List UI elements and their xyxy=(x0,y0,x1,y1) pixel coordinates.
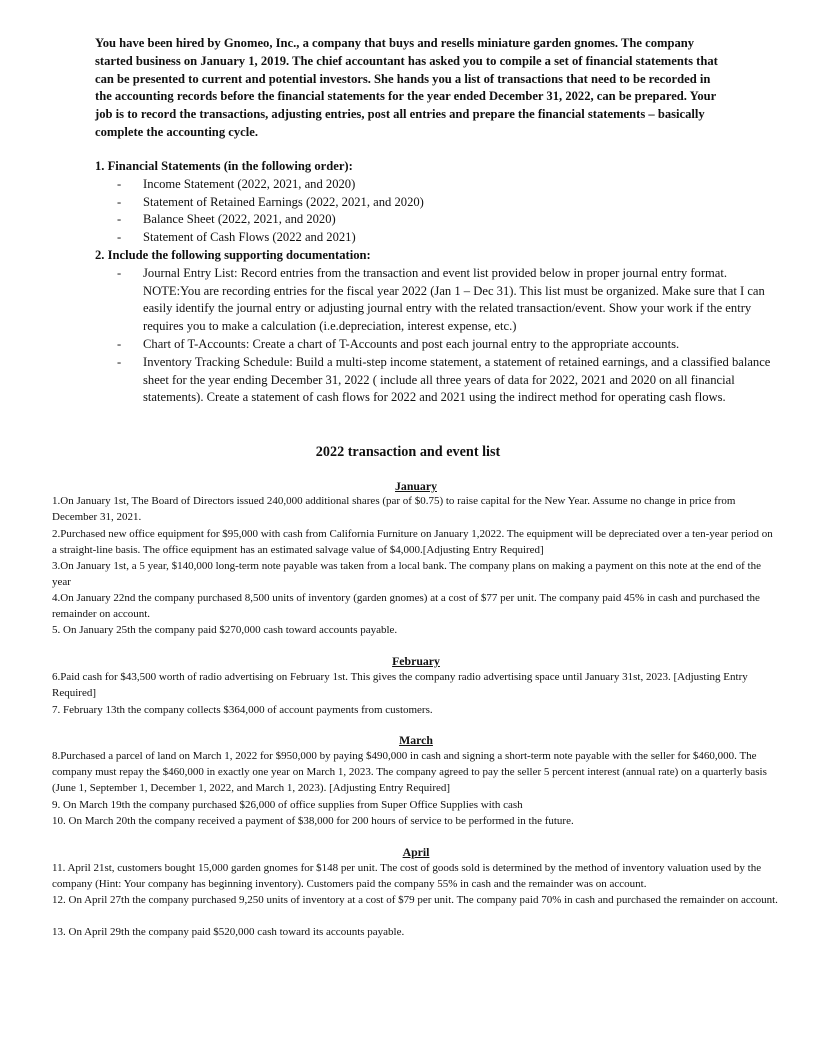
bullet-dash: - xyxy=(117,230,122,245)
list-item-text: Balance Sheet (2022, 2021, and 2020) xyxy=(143,212,336,227)
section-title: 2022 transaction and event list xyxy=(315,444,501,460)
intro-paragraph: You have been hired by Gnomeo, Inc., a company that buys and resells miniature garden gnomes. The company started business on January 1, 2019. The chief accountant has asked you to compile a set of financial statements that can be presented to current and potential investors. She hands you a list of transactions that need to be recorded in the accounting records before the financial statements for the year ended December 31, 2022, can be prepared. Your job is to record the transactions, adjusting entries, post all entries and prepare the financial statements – basically complete the accounting cycle. xyxy=(95,36,718,139)
month-heading-january: January xyxy=(395,479,437,493)
list-item-text: Statement of Retained Earnings (2022, 2021, and 2020) xyxy=(143,194,424,209)
list-item-text: Income Statement (2022, 2021, and 2020) xyxy=(143,176,356,191)
transaction-item: 8.Purchased a parcel of land on March 1, 2022 for $950,000 by paying $490,000 in cash and signing a short-term note payable with the seller for $460,000. The company must repay the $460,000 in exactly one year on March 1, 2023. The company agreed to pay the seller 5 percent interest (annual rate) on a quarterly basis (June 1, September 1, December 1, 2022, and March 1, 2023). [Adjusting Entry Required] xyxy=(52,750,767,794)
transaction-item: 13. On April 29th the company paid $520,000 cash toward its accounts payable. xyxy=(52,926,405,938)
month-heading-february: February xyxy=(392,654,440,668)
bullet-dash: - xyxy=(117,354,122,369)
transaction-item: 12. On April 27th the company purchased 9,250 units of inventory at a cost of $79 per unit. The company paid 70% in cash and purchased the remainder on account. xyxy=(52,894,778,906)
transaction-item: 9. On March 19th the company purchased $26,000 of office supplies from Super Office Supplies with cash xyxy=(52,799,523,811)
list-item-text: Statement of Cash Flows (2022 and 2021) xyxy=(143,230,356,245)
transaction-item: 4.On January 22nd the company purchased 8,500 units of inventory (garden gnomes) at a cost of $77 per unit. The company paid 45% in cash and purchased the remainder on account. xyxy=(52,592,760,620)
requirement-heading-documentation: 2. Include the following supporting documentation: xyxy=(95,247,371,262)
list-item-text: Journal Entry List: Record entries from the transaction and event list provided below in proper journal entry format. NOTE:You are recording entries for the fiscal year 2022 (Jan 1 – Dec 31). This list must be organized. Make sure that I can easily identify the journal entry or adjusting journal entry with the related transaction/event. Show your work if the entry requires you to make a calculation (i.e.depreciation, interest expense, etc.) xyxy=(143,265,765,334)
month-heading-march: March xyxy=(399,733,433,747)
transaction-item: 1.On January 1st, The Board of Directors issued 240,000 additional shares (par of $0.75) to raise capital for the New Year. Assume no change in price from December 31, 2021. xyxy=(52,495,736,523)
bullet-dash: - xyxy=(117,212,122,227)
bullet-dash: - xyxy=(117,176,122,191)
list-item-text: Chart of T-Accounts: Create a chart of T-Accounts and post each journal entry to the appropriate accounts. xyxy=(143,336,680,351)
list-item xyxy=(95,354,785,407)
month-heading-april: April xyxy=(402,845,430,859)
transaction-item: 10. On March 20th the company received a payment of $38,000 for 200 hours of service to be performed in the future. xyxy=(52,815,574,827)
list-item xyxy=(95,229,785,247)
list-item-text: Inventory Tracking Schedule: Build a multi-step income statement, a statement of retained earnings, and a classified balance sheet for the year ending December 31, 2022 ( include all three years of data for 2022, 2021 and 2020 on all financial statements). Create a statement of cash flows for 2022 and 2021 using the indirect method for operating cash flows. xyxy=(143,354,771,405)
transaction-item: 2.Purchased new office equipment for $95,000 with cash from California Furniture on January 1,2022. The equipment will be depreciated over a ten-year period on a straight-line basis. The office equipment has an estimated salvage value of $4,000.[Adjusting Entry Required] xyxy=(52,528,773,556)
bullet-dash: - xyxy=(117,194,122,209)
transaction-item: 5. On January 25th the company paid $270,000 cash toward accounts payable. xyxy=(52,624,398,636)
bullet-dash: - xyxy=(117,265,122,280)
list-item xyxy=(95,211,785,229)
list-item xyxy=(95,265,785,336)
transaction-item: 6.Paid cash for $43,500 worth of radio advertising on February 1st. This gives the company radio advertising space until January 31st, 2023. [Adjusting Entry Required] xyxy=(52,671,748,699)
transaction-item: 11. April 21st, customers bought 15,000 garden gnomes for $148 per unit. The cost of goods sold is determined by the method of inventory valuation used by the company (Hint: Your company has beginning inventory). Customers paid the company 55% in cash and the remainder was on account. xyxy=(52,862,762,890)
list-item xyxy=(95,194,785,212)
transaction-item: 7. February 13th the company collects $364,000 of account payments from customers. xyxy=(52,704,433,716)
bullet-dash: - xyxy=(117,336,122,351)
list-item xyxy=(95,176,785,194)
transaction-item: 3.On January 1st, a 5 year, $140,000 long-term note payable was taken from a local bank. The company plans on making a payment on this note at the end of the year xyxy=(52,560,761,588)
requirement-heading-financial-statements: 1. Financial Statements (in the following order): xyxy=(95,159,353,173)
list-item xyxy=(95,336,785,354)
requirements-list xyxy=(95,158,785,407)
